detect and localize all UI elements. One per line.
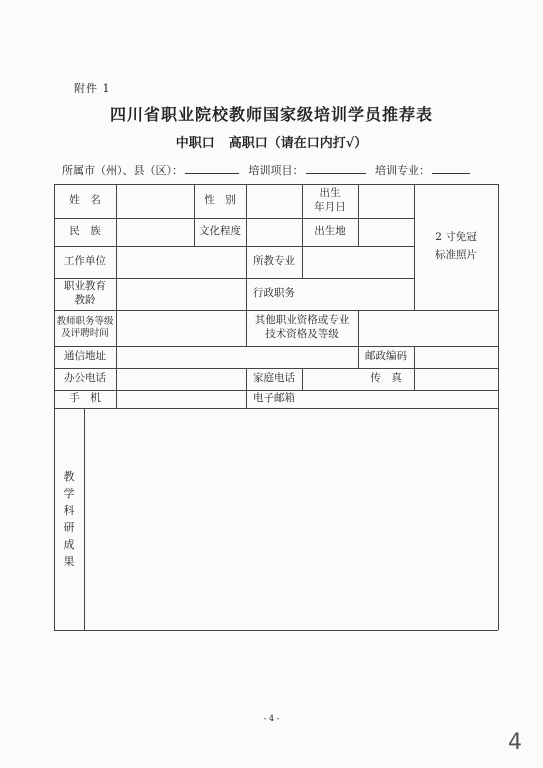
admin-post-label: 行政职务 [253, 287, 295, 300]
location-blank[interactable] [185, 163, 239, 174]
checkbox-instruction: （请在口内打√） [267, 136, 368, 151]
major-label: 培训专业： [375, 164, 430, 177]
birthplace-input[interactable] [359, 219, 413, 245]
employer-input[interactable] [117, 247, 245, 277]
project-label: 培训项目： [248, 164, 304, 177]
fax-label: 传 真 [370, 372, 402, 385]
employer-label: 工作单位 [64, 255, 106, 268]
gender-input[interactable] [247, 185, 301, 217]
ethnicity-label: 民 族 [69, 225, 101, 238]
teaching-years-input[interactable] [117, 279, 245, 309]
mobile-label: 手 机 [69, 392, 101, 405]
page-number: - 4 - [263, 714, 280, 723]
address-input[interactable] [117, 347, 357, 367]
other-qualifications-input[interactable] [359, 311, 497, 345]
education-input[interactable] [247, 219, 301, 245]
table-border-bottom [54, 630, 498, 631]
postcode-label: 邮政编码 [365, 350, 407, 363]
home-phone-label: 家庭电话 [253, 372, 295, 385]
ethnicity-input[interactable] [117, 219, 193, 245]
admin-post-input[interactable] [303, 279, 413, 309]
secondary-vocational-option[interactable]: 中职口 [175, 136, 215, 151]
title-level-input[interactable] [117, 311, 245, 345]
email-input[interactable] [303, 391, 497, 407]
subject-input[interactable] [303, 247, 413, 277]
email-label: 电子邮箱 [253, 392, 295, 405]
name-input[interactable] [117, 185, 193, 217]
address-label: 通信地址 [64, 350, 106, 363]
achievements-label: 教 学 科 研 成 果 [63, 469, 75, 569]
handwritten-page-mark: 4 [508, 730, 522, 755]
home-phone-input[interactable] [303, 369, 357, 389]
form-title: 四川省职业院校教师国家级培训学员推荐表 [109, 105, 433, 124]
higher-vocational-option[interactable]: 高职口 [228, 136, 268, 151]
location-label: 所属市（州）、县（区）： [62, 164, 183, 177]
photo-placeholder: 2 寸免冠 标准照片 [435, 231, 477, 261]
mobile-input[interactable] [117, 391, 245, 407]
form-subtitle [0, 132, 543, 151]
attachment-label: 附件 1 [74, 82, 111, 95]
subject-label: 所教专业 [253, 255, 295, 268]
name-label: 姓 名 [69, 194, 101, 207]
other-qualifications-label: 其他职业资格或专业 技术资格及等级 [254, 314, 350, 340]
project-blank[interactable] [306, 163, 366, 174]
table-border-right [498, 184, 499, 630]
office-phone-label: 办公电话 [64, 372, 106, 385]
education-label: 文化程度 [199, 225, 241, 238]
birth-date-input[interactable] [359, 185, 413, 217]
office-phone-input[interactable] [117, 369, 245, 389]
birthplace-label: 出生地 [314, 225, 346, 238]
gender-label: 性 别 [204, 194, 236, 207]
teaching-years-label: 职业教育 教龄 [64, 280, 106, 306]
major-blank[interactable] [432, 163, 470, 174]
fax-input[interactable] [415, 369, 497, 389]
title-level-label: 教师职务等级 及评聘时间 [56, 315, 114, 339]
info-line [62, 162, 476, 178]
postcode-input[interactable] [415, 347, 497, 367]
birth-date-label: 出生 年月日 [314, 187, 346, 213]
achievements-input[interactable] [85, 409, 497, 629]
